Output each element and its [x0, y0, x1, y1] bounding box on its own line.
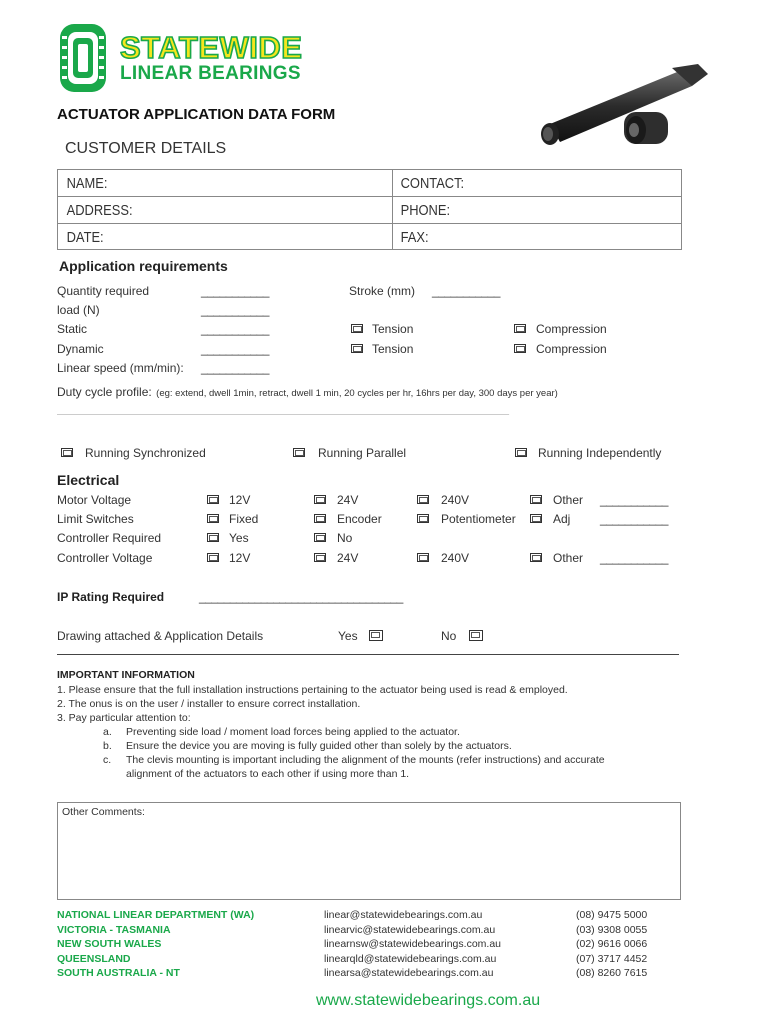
linear-speed-label: Linear speed (mm/min):	[57, 361, 184, 375]
drawing-no-label: No	[441, 629, 457, 643]
name-field[interactable]: NAME:	[66, 175, 108, 192]
controller-no-checkbox[interactable]	[314, 533, 326, 542]
phone-number: (02) 9616 0066	[576, 938, 648, 951]
contacts-regions	[57, 908, 254, 981]
option-label: Fixed	[229, 512, 259, 526]
motor-12v-checkbox[interactable]	[207, 495, 219, 504]
table-row	[58, 224, 681, 251]
actuator-image	[532, 64, 710, 160]
info-sub-key: a.	[103, 726, 112, 738]
controller-voltage-label: Controller Voltage	[57, 551, 153, 565]
info-sub-key: b.	[103, 740, 112, 752]
limit-encoder-checkbox[interactable]	[314, 514, 326, 523]
dynamic-tension-checkbox[interactable]	[351, 344, 363, 353]
running-independently-checkbox[interactable]	[515, 448, 527, 457]
table-row	[58, 170, 681, 197]
option-label: Yes	[229, 531, 249, 545]
option-label: 12V	[229, 551, 251, 565]
duty-cycle-line[interactable]: ________________________________________________________________________________________________	[57, 405, 509, 415]
important-information-heading: IMPORTANT INFORMATION	[57, 669, 195, 681]
drawing-label: Drawing attached & Application Details	[57, 629, 264, 643]
cv-24v-checkbox[interactable]	[314, 553, 326, 562]
contacts-phones	[576, 908, 647, 981]
option-label: Adj	[553, 512, 571, 526]
email-link[interactable]: linearqld@statewidebearings.com.au	[324, 952, 497, 965]
stroke-label: Stroke (mm)	[349, 284, 415, 298]
limit-adj-blank[interactable]: ___________	[600, 512, 668, 526]
contacts-emails	[324, 908, 501, 981]
email-link[interactable]: linearnsw@statewidebearings.com.au	[324, 938, 501, 951]
electrical-heading: Electrical	[57, 472, 120, 488]
option-label: Other	[553, 493, 584, 507]
compression-label: Compression	[536, 342, 607, 356]
motor-other-blank[interactable]: ___________	[600, 493, 668, 507]
application-requirements-heading: Application requirements	[59, 258, 228, 274]
static-compression-checkbox[interactable]	[514, 324, 526, 333]
phone-number: (07) 3717 4452	[576, 952, 648, 965]
drawing-yes-checkbox[interactable]	[369, 630, 383, 641]
option-label: No	[337, 531, 353, 545]
static-label: Static	[57, 322, 88, 336]
motor-240v-checkbox[interactable]	[417, 495, 429, 504]
dynamic-label: Dynamic	[57, 342, 104, 356]
dynamic-blank[interactable]: ___________	[201, 342, 269, 356]
running-independently-label: Running Independently	[538, 446, 662, 460]
cv-other-checkbox[interactable]	[530, 553, 542, 562]
option-label: 24V	[337, 551, 359, 565]
motor-other-checkbox[interactable]	[530, 495, 542, 504]
phone-number: (08) 8260 7615	[576, 967, 648, 980]
info-item: 3. Pay particular attention to:	[57, 712, 191, 724]
limit-potentiometer-checkbox[interactable]	[417, 514, 429, 523]
running-synchronized-checkbox[interactable]	[61, 448, 73, 457]
info-sub-item: The clevis mounting is important including the alignment of the mounts (refer instructions) and accurate	[126, 754, 605, 766]
customer-details-table	[57, 169, 682, 250]
duty-cycle-label: Duty cycle profile:	[57, 385, 152, 399]
email-link[interactable]: linear@statewidebearings.com.au	[324, 909, 483, 921]
form-title: ACTUATOR APPLICATION DATA FORM	[57, 106, 336, 123]
email-link[interactable]: linearvic@statewidebearings.com.au	[324, 923, 496, 936]
website-link[interactable]: www.statewidebearings.com.au	[316, 992, 541, 1009]
controller-yes-checkbox[interactable]	[207, 533, 219, 542]
table-row	[58, 197, 681, 224]
cv-other-blank[interactable]: ___________	[600, 551, 668, 565]
compression-label: Compression	[536, 322, 607, 336]
quantity-blank[interactable]: ___________	[201, 284, 269, 298]
info-sub-item: Preventing side load / moment load forces being applied to the actuator.	[126, 726, 460, 738]
region-label: NATIONAL LINEAR DEPARTMENT (WA)	[57, 909, 255, 921]
logo-title: STATEWIDE	[120, 30, 303, 65]
other-comments-box[interactable]	[57, 802, 681, 900]
option-label: 24V	[337, 493, 359, 507]
other-comments-label: Other Comments:	[62, 806, 145, 818]
cv-12v-checkbox[interactable]	[207, 553, 219, 562]
option-label: 12V	[229, 493, 251, 507]
contact-field[interactable]: CONTACT:	[400, 175, 465, 192]
logo-subtitle: LINEAR BEARINGS	[120, 63, 301, 84]
running-parallel-label: Running Parallel	[318, 446, 407, 460]
limit-fixed-checkbox[interactable]	[207, 514, 219, 523]
load-label: load (N)	[57, 303, 100, 317]
option-label: 240V	[441, 551, 470, 565]
static-blank[interactable]: ___________	[201, 322, 269, 336]
customer-details-heading: CUSTOMER DETAILS	[65, 140, 227, 157]
static-tension-checkbox[interactable]	[351, 324, 363, 333]
info-item: 1. Please ensure that the full installation instructions pertaining to the actuator being used is read & employed.	[57, 684, 568, 696]
option-label: Encoder	[337, 512, 382, 526]
ip-rating-label: IP Rating Required	[57, 590, 165, 604]
tension-label: Tension	[372, 342, 414, 356]
info-sub-item: Ensure the device you are moving is fully guided other than solely by the actuators.	[126, 740, 512, 752]
limit-adj-checkbox[interactable]	[530, 514, 542, 523]
cv-240v-checkbox[interactable]	[417, 553, 429, 562]
date-field[interactable]: DATE:	[66, 229, 104, 246]
address-field[interactable]: ADDRESS:	[66, 202, 133, 219]
running-synchronized-label: Running Synchronized	[85, 446, 206, 460]
region-label: NEW SOUTH WALES	[57, 938, 162, 951]
drawing-yes-label: Yes	[338, 629, 358, 643]
linear-speed-blank[interactable]: ___________	[201, 361, 269, 375]
motor-voltage-label: Motor Voltage	[57, 493, 132, 507]
fax-field[interactable]: FAX:	[400, 229, 429, 246]
region-label: QUEENSLAND	[57, 952, 131, 965]
statewide-logo-icon	[58, 22, 108, 94]
option-label: Potentiometer	[441, 512, 516, 526]
tension-label: Tension	[372, 322, 414, 336]
divider	[57, 654, 679, 655]
dynamic-compression-checkbox[interactable]	[514, 344, 526, 353]
duty-cycle-row	[57, 383, 558, 401]
region-label: VICTORIA - TASMANIA	[57, 923, 171, 936]
option-label: 240V	[441, 493, 470, 507]
info-sub-key: c.	[103, 754, 112, 766]
email-link[interactable]: linearsa@statewidebearings.com.au	[324, 967, 494, 980]
running-parallel-checkbox[interactable]	[293, 448, 305, 457]
phone-field[interactable]: PHONE:	[400, 202, 451, 219]
info-sub-item: alignment of the actuators to each other if using more than 1.	[126, 768, 410, 780]
load-blank[interactable]: ___________	[201, 303, 269, 317]
phone-number: (03) 9308 0055	[576, 923, 648, 936]
region-label: SOUTH AUSTRALIA - NT	[57, 967, 180, 980]
info-item: 2. The onus is on the user / installer to ensure correct installation.	[57, 698, 361, 710]
option-label: Other	[553, 551, 584, 565]
stroke-blank[interactable]: ___________	[432, 284, 500, 298]
duty-cycle-example: (eg: extend, dwell 1min, retract, dwell 1 min, 20 cycles per hr, 16hrs per day, 300 days per year)	[156, 388, 558, 399]
limit-switches-label: Limit Switches	[57, 512, 134, 526]
phone-number: (08) 9475 5000	[576, 909, 648, 921]
ip-rating-blank[interactable]: _________________________________	[199, 590, 403, 604]
quantity-label: Quantity required	[57, 284, 150, 298]
drawing-no-checkbox[interactable]	[469, 630, 483, 641]
motor-24v-checkbox[interactable]	[314, 495, 326, 504]
controller-required-label: Controller Required	[57, 531, 162, 545]
